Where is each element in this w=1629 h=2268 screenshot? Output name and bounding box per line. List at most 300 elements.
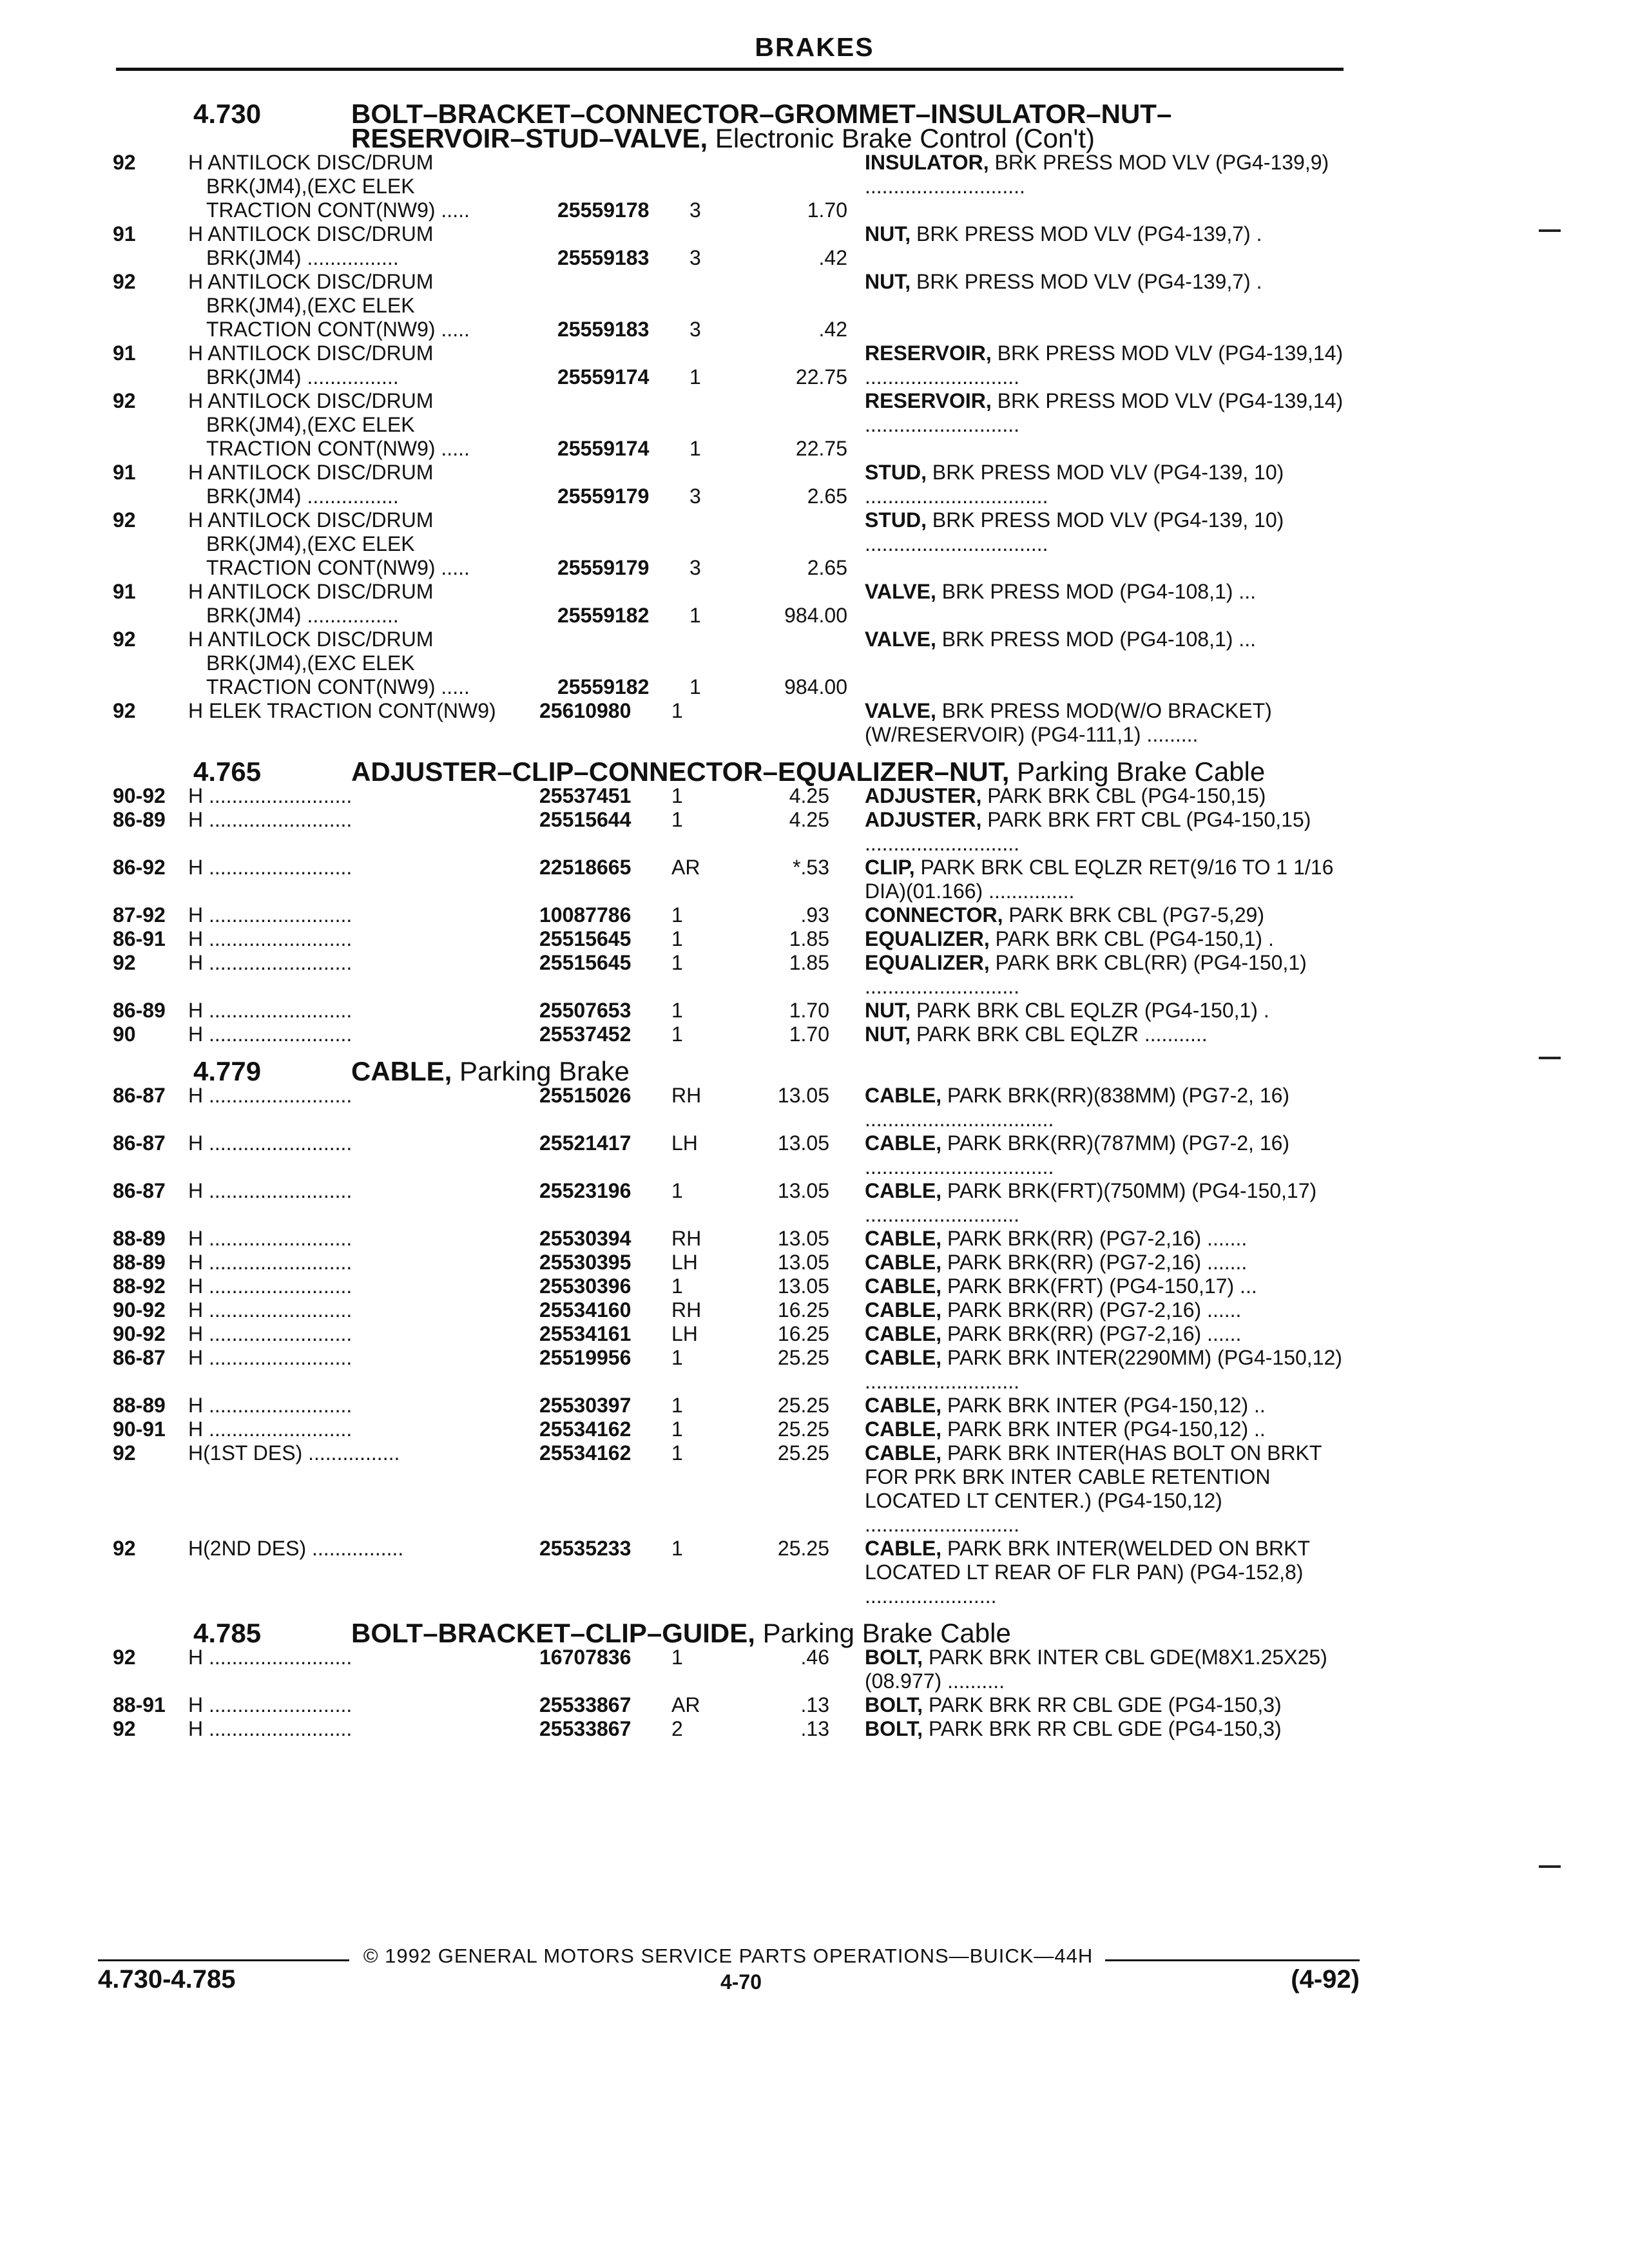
part-entry [113, 999, 1350, 1023]
part-description [865, 461, 1350, 508]
price: .93 [800, 903, 829, 927]
part-detail: PARK BRK FRT CBL (PG4-150,15) ........................... [865, 808, 1311, 855]
part-name: ADJUSTER, [865, 808, 982, 831]
application-line [188, 903, 865, 927]
part-fields [188, 699, 865, 747]
application-text: H ANTILOCK DISC/DRUM [188, 341, 434, 365]
application-text: H ......................... [188, 927, 352, 950]
part-fields [188, 222, 865, 270]
application-line [188, 318, 865, 341]
application-text: H ......................... [188, 1298, 352, 1321]
part-number: 25533867 [539, 1717, 631, 1740]
application-text: H ......................... [188, 1322, 352, 1345]
model-years: 88-89 [113, 1394, 166, 1417]
part-name: CABLE, [865, 1298, 942, 1321]
part-name: BOLT, [865, 1693, 923, 1716]
part-name: CABLE, [865, 1251, 942, 1274]
price: 1.70 [807, 198, 847, 222]
price: 25.25 [777, 1537, 829, 1560]
model-years: 86-87 [113, 1084, 166, 1107]
part-name: CLIP, [865, 856, 915, 879]
application-text: BRK(JM4),(EXC ELEK [206, 532, 415, 555]
application-line [188, 151, 865, 175]
application-text: H ANTILOCK DISC/DRUM [188, 508, 434, 532]
part-name: VALVE, [865, 699, 936, 722]
model-years: 91 [113, 580, 136, 603]
part-name: CABLE, [865, 1274, 942, 1298]
part-name: EQUALIZER, [865, 951, 990, 974]
application-text: H ......................... [188, 1179, 352, 1202]
application-line [188, 675, 865, 699]
part-description [865, 1023, 1350, 1046]
application-line [188, 1298, 865, 1322]
part-entry [113, 951, 1350, 999]
model-years: 91 [113, 461, 136, 484]
application-text: H ......................... [188, 903, 352, 927]
application-line [188, 808, 865, 832]
part-number: 22518665 [539, 856, 631, 879]
part-number: 25610980 [539, 699, 631, 722]
section-number: 4.765 [193, 756, 262, 787]
part-number: 25559174 [557, 365, 650, 389]
part-name: NUT, [865, 999, 911, 1022]
application-line [188, 1394, 865, 1418]
application-text: BRK(JM4),(EXC ELEK [206, 294, 415, 317]
quantity: 1 [671, 1646, 683, 1669]
part-detail: PARK BRK CBL EQLZR RET(9/16 TO 1 1/16 DIA)(01.166) ............... [865, 856, 1334, 903]
application-text: TRACTION CONT(NW9) ..... [206, 675, 470, 698]
model-years: 92 [113, 628, 136, 651]
part-detail: PARK BRK CBL (PG7-5,29) [1003, 903, 1264, 927]
part-fields [188, 461, 865, 508]
part-number: 25559174 [557, 437, 650, 460]
part-description [865, 1693, 1350, 1717]
quantity: 3 [689, 198, 701, 222]
quantity: 1 [671, 927, 683, 950]
model-years: 90-91 [113, 1418, 166, 1441]
part-entry [113, 1298, 1350, 1322]
quantity: LH [671, 1251, 698, 1274]
price: 1.85 [789, 951, 829, 974]
footer-section-range: 4.730-4.785 [98, 1965, 236, 1994]
quantity: 1 [671, 1418, 683, 1441]
model-years: 88-89 [113, 1227, 166, 1250]
application-text: TRACTION CONT(NW9) ..... [206, 437, 470, 460]
part-fields [188, 808, 865, 856]
application-text: H ......................... [188, 1084, 352, 1107]
footer-copyright: © 1992 GENERAL MOTORS SERVICE PARTS OPERATIONS—BUICK—44H [363, 1945, 1094, 1967]
quantity: 1 [671, 1274, 683, 1298]
application-text: H ......................... [188, 784, 352, 807]
model-years: 92 [113, 389, 136, 412]
application-line [188, 532, 865, 556]
part-detail: PARK BRK INTER(2290MM) (PG4-150,12) ........................... [865, 1346, 1342, 1393]
footer-rule-right [1105, 1959, 1360, 1961]
model-years: 86-87 [113, 1346, 166, 1369]
application-text: TRACTION CONT(NW9) ..... [206, 198, 470, 222]
part-entry [113, 508, 1350, 580]
section-title-suffix: Parking Brake Cable [1009, 756, 1266, 787]
part-entry [113, 856, 1350, 903]
margin-dash [1539, 1057, 1561, 1059]
part-description [865, 927, 1350, 951]
application-text: H ELEK TRACTION CONT(NW9) [188, 699, 496, 722]
part-number: 25533867 [539, 1693, 631, 1716]
model-years: 90-92 [113, 784, 166, 807]
application-line [188, 1441, 865, 1465]
part-number: 25534162 [539, 1441, 631, 1465]
part-description [865, 1131, 1350, 1179]
part-fields [188, 1346, 865, 1394]
part-description [865, 999, 1350, 1023]
model-years: 92 [113, 1441, 136, 1465]
section-title-main-2: RESERVOIR–STUD–VALVE, [351, 123, 708, 153]
part-fields [188, 341, 865, 389]
application-text: H ANTILOCK DISC/DRUM [188, 270, 434, 293]
part-name: CABLE, [865, 1131, 942, 1155]
part-detail: PARK BRK CBL (PG4-150,15) [981, 784, 1266, 807]
section-title [351, 1056, 1350, 1086]
part-detail: PARK BRK(FRT) (PG4-150,17) ... [941, 1274, 1257, 1298]
part-fields [188, 1322, 865, 1346]
part-description [865, 628, 1350, 699]
price: 1.85 [789, 927, 829, 950]
part-fields [188, 1251, 865, 1274]
quantity: 3 [689, 318, 701, 341]
part-description [865, 222, 1350, 270]
part-fields [188, 1274, 865, 1298]
part-entry [113, 808, 1350, 856]
part-number: 25519956 [539, 1346, 631, 1369]
part-detail: PARK BRK CBL(RR) (PG4-150,1) ........................... [865, 951, 1307, 998]
price: .46 [800, 1646, 829, 1669]
part-name: VALVE, [865, 580, 936, 603]
part-description [865, 1084, 1350, 1131]
part-entry [113, 1394, 1350, 1418]
application-line [188, 1537, 865, 1561]
price [733, 699, 829, 723]
part-fields [188, 1023, 865, 1046]
price: .13 [800, 1693, 829, 1716]
model-years: 90 [113, 1023, 136, 1046]
application-text: H ......................... [188, 1693, 352, 1716]
model-years: 92 [113, 1537, 136, 1560]
price: 22.75 [795, 437, 847, 460]
quantity: AR [671, 1693, 700, 1716]
part-entry [113, 1418, 1350, 1441]
part-description [865, 580, 1350, 628]
part-name: CABLE, [865, 1394, 942, 1417]
application-line [188, 1322, 865, 1346]
application-line [188, 389, 865, 413]
price: .13 [800, 1717, 829, 1740]
quantity: 1 [689, 437, 701, 460]
part-detail: BRK PRESS MOD VLV (PG4-139, 10) ................................ [865, 508, 1284, 555]
application-line [188, 1346, 865, 1370]
part-name: RESERVOIR, [865, 341, 992, 365]
price: 16.25 [777, 1298, 829, 1321]
quantity: 1 [671, 1346, 683, 1369]
part-number: 16707836 [539, 1646, 631, 1669]
quantity: LH [671, 1131, 698, 1155]
part-number: 25559182 [557, 675, 650, 698]
part-description [865, 1179, 1350, 1227]
application-line [188, 485, 865, 508]
part-fields [188, 1441, 865, 1537]
part-entry [113, 628, 1350, 699]
quantity: 1 [671, 1441, 683, 1465]
price: 2.65 [807, 485, 847, 508]
part-detail: PARK BRK RR CBL GDE (PG4-150,3) [923, 1717, 1282, 1740]
application-text: TRACTION CONT(NW9) ..... [206, 556, 470, 579]
part-detail: BRK PRESS MOD VLV (PG4-139,9) ............................ [865, 151, 1329, 198]
application-line [188, 556, 865, 580]
part-name: VALVE, [865, 628, 936, 651]
part-number: 10087786 [539, 903, 631, 927]
part-description [865, 1537, 1350, 1608]
application-text: BRK(JM4),(EXC ELEK [206, 413, 415, 436]
part-entry [113, 1274, 1350, 1298]
part-name: STUD, [865, 461, 927, 484]
part-entry [113, 699, 1350, 747]
application-line [188, 580, 865, 604]
application-text: BRK(JM4),(EXC ELEK [206, 175, 415, 198]
part-detail: BRK PRESS MOD VLV (PG4-139,14) ........................... [865, 389, 1344, 436]
application-line [188, 198, 865, 222]
application-text: H ANTILOCK DISC/DRUM [188, 222, 434, 245]
part-name: CONNECTOR, [865, 903, 1003, 927]
part-description [865, 1717, 1350, 1741]
part-number: 25559183 [557, 318, 650, 341]
application-text: H ANTILOCK DISC/DRUM [188, 389, 434, 412]
model-years: 92 [113, 1717, 136, 1740]
price: 13.05 [777, 1131, 829, 1155]
part-number: 25530395 [539, 1251, 631, 1274]
model-years: 86-89 [113, 999, 166, 1022]
application-line [188, 1227, 865, 1251]
part-entry [113, 1346, 1350, 1394]
part-description [865, 1418, 1350, 1441]
price: *.53 [793, 856, 829, 879]
part-entry [113, 1322, 1350, 1346]
model-years: 92 [113, 508, 136, 532]
margin-dash [1539, 229, 1561, 232]
application-line [188, 699, 865, 723]
quantity: LH [671, 1322, 698, 1345]
quantity: 1 [671, 903, 683, 927]
model-years: 91 [113, 341, 136, 365]
price: 22.75 [795, 365, 847, 389]
quantity: 1 [671, 699, 683, 722]
application-line [188, 508, 865, 532]
part-number: 25515026 [539, 1084, 631, 1107]
part-fields [188, 999, 865, 1023]
section-number: 4.730 [193, 99, 262, 129]
part-entry [113, 151, 1350, 222]
part-detail: PARK BRK(RR)(787MM) (PG7-2, 16) ................................. [865, 1131, 1290, 1178]
application-line [188, 1717, 865, 1741]
part-number: 25521417 [539, 1131, 631, 1155]
application-line [188, 927, 865, 951]
part-number: 25507653 [539, 999, 631, 1022]
header-rule [116, 68, 1344, 71]
quantity: 1 [671, 951, 683, 974]
part-name: NUT, [865, 1023, 911, 1046]
model-years: 92 [113, 699, 136, 722]
part-number: 25559182 [557, 604, 650, 627]
part-number: 25530396 [539, 1274, 631, 1298]
part-fields [188, 389, 865, 461]
application-line [188, 1646, 865, 1669]
part-fields [188, 951, 865, 999]
application-line [188, 651, 865, 675]
part-fields [188, 151, 865, 222]
part-description [865, 1227, 1350, 1251]
part-entry [113, 927, 1350, 951]
application-text: H ANTILOCK DISC/DRUM [188, 461, 434, 484]
part-description [865, 1394, 1350, 1418]
model-years: 86-92 [113, 856, 166, 879]
application-text: H ......................... [188, 808, 352, 831]
application-line [188, 365, 865, 389]
part-name: CABLE, [865, 1346, 942, 1369]
part-name: EQUALIZER, [865, 927, 990, 950]
part-fields [188, 1084, 865, 1131]
section-title [351, 99, 1350, 153]
part-description [865, 270, 1350, 341]
part-description [865, 151, 1350, 222]
application-text: H(2ND DES) ................ [188, 1537, 404, 1560]
application-text: H(1ST DES) ................ [188, 1441, 400, 1465]
part-number: 25559179 [557, 485, 650, 508]
part-description [865, 856, 1350, 903]
part-detail: PARK BRK(RR) (PG7-2,16) ...... [941, 1322, 1242, 1345]
part-number: 25515644 [539, 808, 631, 831]
part-detail: PARK BRK(FRT)(750MM) (PG4-150,17) ........................... [865, 1179, 1317, 1226]
model-years: 92 [113, 1646, 136, 1669]
part-description [865, 341, 1350, 389]
application-text: H ......................... [188, 1227, 352, 1250]
part-name: STUD, [865, 508, 927, 532]
quantity: 1 [671, 808, 683, 831]
part-description [865, 784, 1350, 808]
section-title-suffix: Parking Brake Cable [755, 1618, 1011, 1648]
application-text: H ......................... [188, 856, 352, 879]
part-number: 25559183 [557, 246, 650, 269]
part-number: 25530394 [539, 1227, 631, 1250]
quantity: 2 [671, 1717, 683, 1740]
model-years: 90-92 [113, 1298, 166, 1321]
part-entry [113, 1646, 1350, 1693]
quantity: 1 [671, 1394, 683, 1417]
application-text: BRK(JM4),(EXC ELEK [206, 651, 415, 675]
section-title-main: CABLE, [351, 1056, 452, 1086]
part-entry [113, 1227, 1350, 1251]
part-detail: PARK BRK RR CBL GDE (PG4-150,3) [923, 1693, 1282, 1716]
section-heading [113, 1056, 1350, 1086]
part-entry [113, 1537, 1350, 1608]
application-text: H ANTILOCK DISC/DRUM [188, 151, 434, 174]
part-number: 25530397 [539, 1394, 631, 1417]
part-number: 25515645 [539, 927, 631, 950]
quantity: 3 [689, 246, 701, 269]
application-line [188, 246, 865, 270]
model-years: 91 [113, 222, 136, 245]
quantity: 3 [689, 485, 701, 508]
part-number: 25537452 [539, 1023, 631, 1046]
part-detail: PARK BRK CBL (PG4-150,1) . [989, 927, 1274, 950]
part-detail: PARK BRK(RR) (PG7-2,16) ....... [941, 1251, 1248, 1274]
application-line [188, 1418, 865, 1441]
parts-listing [113, 89, 1350, 1741]
application-line [188, 1023, 865, 1046]
part-number: 25534160 [539, 1298, 631, 1321]
model-years: 88-89 [113, 1251, 166, 1274]
part-number: 25559178 [557, 198, 650, 222]
part-name: ADJUSTER, [865, 784, 982, 807]
application-line [188, 999, 865, 1023]
margin-dash [1539, 1865, 1561, 1868]
footer-page-number: 4-70 [720, 1970, 762, 1994]
part-detail: PARK BRK(RR) (PG7-2,16) ...... [941, 1298, 1242, 1321]
quantity: 3 [689, 556, 701, 579]
part-description [865, 1274, 1350, 1298]
price: 25.25 [777, 1418, 829, 1441]
price: .42 [818, 246, 847, 269]
part-number: 25535233 [539, 1537, 631, 1560]
quantity: 1 [671, 1179, 683, 1202]
part-entry [113, 341, 1350, 389]
section-title-main: ADJUSTER–CLIP–CONNECTOR–EQUALIZER–NUT, [351, 756, 1010, 787]
part-number: 25559179 [557, 556, 650, 579]
application-line [188, 856, 865, 879]
application-line [188, 1179, 865, 1203]
part-fields [188, 628, 865, 699]
part-detail: BRK PRESS MOD VLV (PG4-139,7) . [911, 222, 1262, 245]
application-line [188, 628, 865, 651]
part-description [865, 1441, 1350, 1537]
price: 25.25 [777, 1441, 829, 1465]
application-text: TRACTION CONT(NW9) ..... [206, 318, 470, 341]
model-years: 86-87 [113, 1179, 166, 1202]
part-entry [113, 784, 1350, 808]
part-entry [113, 903, 1350, 927]
application-line [188, 1251, 865, 1274]
part-detail: PARK BRK CBL EQLZR ........... [911, 1023, 1208, 1046]
application-text: H ......................... [188, 1418, 352, 1441]
part-number: 25515645 [539, 951, 631, 974]
part-number: 25534161 [539, 1322, 631, 1345]
part-name: CABLE, [865, 1418, 942, 1441]
quantity: 1 [689, 675, 701, 698]
quantity: AR [671, 856, 700, 879]
section-heading [113, 756, 1350, 787]
part-detail: PARK BRK INTER (PG4-150,12) .. [941, 1394, 1266, 1417]
part-entry [113, 1084, 1350, 1131]
part-fields [188, 784, 865, 808]
price: 4.25 [789, 808, 829, 831]
part-fields [188, 1693, 865, 1717]
application-text: BRK(JM4) ................ [206, 604, 399, 627]
part-description [865, 1298, 1350, 1322]
application-line [188, 437, 865, 461]
model-years: 88-91 [113, 1693, 166, 1716]
part-name: BOLT, [865, 1646, 923, 1669]
footer-date: (4-92) [1291, 1965, 1360, 1994]
model-years: 86-89 [113, 808, 166, 831]
part-name: NUT, [865, 270, 911, 293]
part-fields [188, 1646, 865, 1693]
